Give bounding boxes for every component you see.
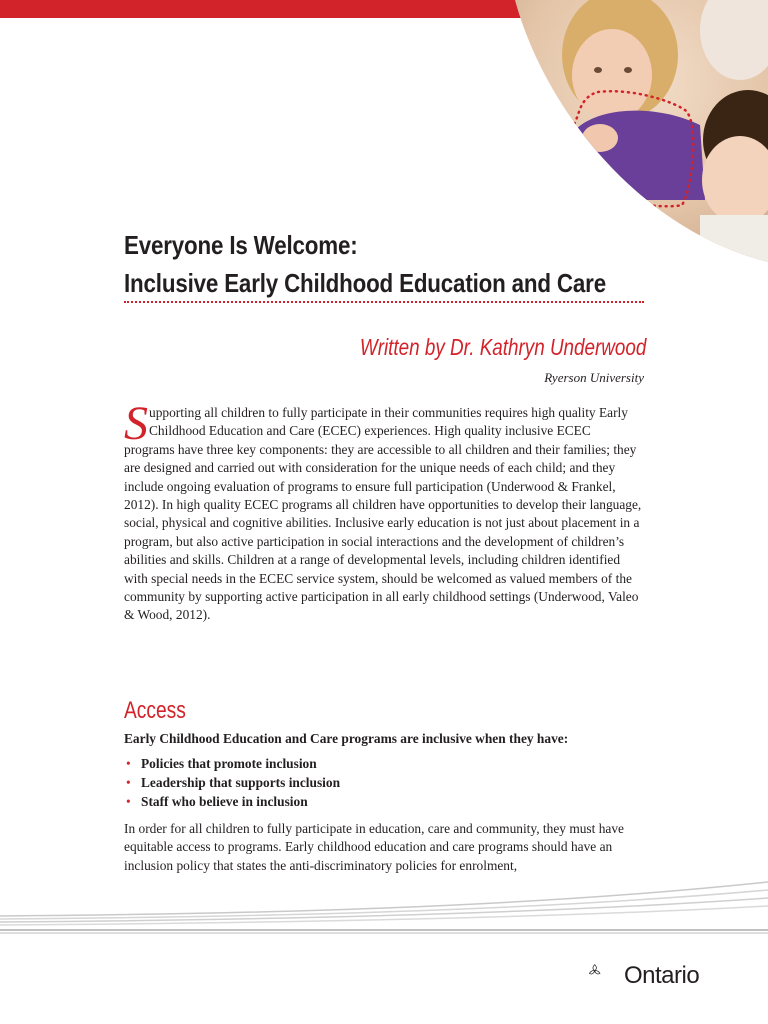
trillium-icon — [588, 948, 628, 994]
access-intro: Early Childhood Education and Care programs are inclusive when they have: — [124, 731, 569, 746]
intro-text: upporting all children to fully participate in their communities requires high quality Early Childhood Education and Care (ECEC) experiences. High quality inclusive ECEC programs have three key components: they are accessible to all children and their families; they are designed and carried out with consideration for the unique needs of each child; and they include ongoing evaluation of programs to ensure full participation (Underwood & Frankel, 2012). In high quality ECEC programs all children have opportunities to develop their language, social, physical and cognitive abilities. Inclusive early education is not just about placement in a program, but also active participation in social interactions and the development of children’s abilities and skills. Children at a range of developmental levels, including children identified with special needs in the ECEC service system, should be welcomed as valued members of the community by supporting active participation in all early childhood settings (Underwood, Valeo & Wood, 2012). — [124, 405, 642, 623]
bullet-icon: • — [126, 794, 131, 809]
page-title — [124, 226, 684, 302]
ontario-logo: Ontario — [624, 962, 700, 989]
list-item — [124, 792, 340, 811]
bullet-text: Policies that promote inclusion — [141, 756, 317, 771]
access-paragraph: In order for all children to fully participate in education, care and community, they must have equitable access to programs. Early childhood education and care programs should have an inclusion policy that states the anti-discriminatory policies for enrolment, — [124, 821, 624, 873]
bullet-text: Staff who believe in inclusion — [141, 794, 308, 809]
drop-cap: S — [124, 397, 148, 450]
list-item — [124, 773, 340, 792]
access-bullet-list — [124, 754, 340, 811]
author-byline: Written by Dr. Kathryn Underwood — [359, 334, 646, 360]
bullet-icon: • — [126, 756, 131, 771]
bullet-icon: • — [126, 775, 131, 790]
title-line-2: Inclusive Early Childhood Education and Care — [124, 268, 606, 298]
author-affiliation: Ryerson University — [544, 370, 644, 385]
access-heading: Access — [124, 697, 186, 724]
title-divider — [124, 301, 644, 303]
title-line-1: Everyone Is Welcome: — [124, 230, 358, 260]
intro-paragraph — [124, 397, 644, 625]
list-item — [124, 754, 340, 773]
bullet-text: Leadership that supports inclusion — [141, 775, 341, 790]
footer-swoosh-lines — [0, 880, 768, 940]
